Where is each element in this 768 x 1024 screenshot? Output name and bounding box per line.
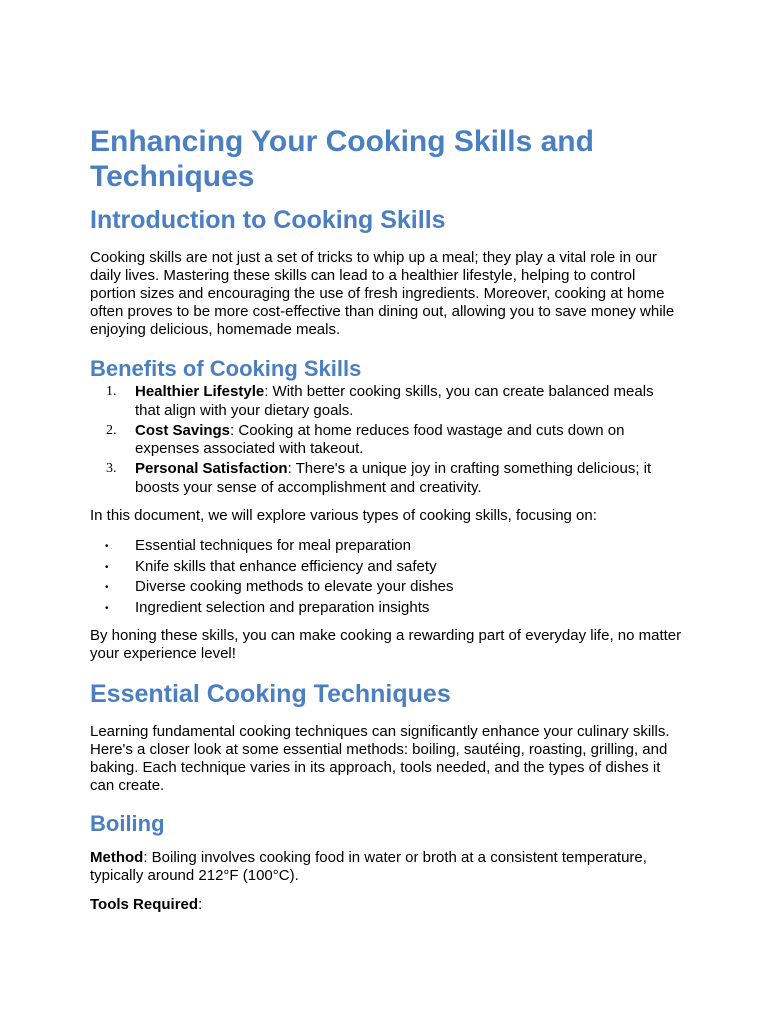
benefit-term: Healthier Lifestyle (135, 383, 265, 400)
list-number: 3. (106, 461, 117, 476)
tools-text: : (198, 895, 203, 913)
bullet-icon: • (105, 561, 109, 573)
benefit-text: : Cooking at home reduces food wastage and cuts down on expenses associated with takeout. (135, 421, 625, 457)
section-heading-benefits: Benefits of Cooking Skills (90, 356, 362, 381)
document-page (90, 124, 682, 914)
list-item (90, 599, 682, 617)
bullet-text: Diverse cooking methods to elevate your dishes (135, 578, 454, 595)
benefit-text: : With better cooking skills, you can create balanced meals that align with your dietary goals. (135, 383, 654, 419)
bullet-icon: • (105, 602, 109, 614)
benefit-term: Cost Savings (135, 421, 231, 439)
list-item (90, 578, 682, 596)
list-item (90, 537, 682, 555)
boiling-method-paragraph (90, 849, 682, 885)
method-text: : Boiling involves cooking food in water or broth at a consistent temperature, typically around 212°F (100°C). (90, 848, 647, 884)
list-number: 2. (106, 422, 117, 438)
bullet-text: Essential techniques for meal preparation (135, 537, 411, 554)
bullet-icon: • (105, 582, 109, 593)
benefit-text: : There's a unique joy in crafting something delicious; it boosts your sense of accomplishment and creativity. (135, 460, 652, 496)
bullet-icon: • (105, 541, 109, 552)
intro-paragraph: Cooking skills are not just a set of tricks to whip up a meal; they play a vital role in our daily lives. Mastering these skills can lead to a healthier lifestyle, helping to control portion sizes and encouraging the use of fresh ingredients. Moreover, cooking at home often proves to be more cost-effective than dining out, allowing you to save money while enjoying delicious, homemade meals. (90, 249, 675, 338)
section-heading-introduction: Introduction to Cooking Skills (90, 206, 446, 234)
lead-in-paragraph: In this document, we will explore various types of cooking skills, focusing on: (90, 507, 597, 524)
boiling-tools-paragraph (90, 896, 682, 914)
list-item (90, 460, 682, 497)
tools-label: Tools Required (90, 895, 199, 913)
bullet-text: Ingredient selection and preparation insights (135, 598, 430, 616)
list-item (90, 422, 682, 459)
section-heading-boiling: Boiling (90, 810, 165, 836)
focus-bullet-list (90, 537, 682, 617)
list-item (90, 383, 682, 420)
closing-paragraph: By honing these skills, you can make cooking a rewarding part of everyday life, no matter your experience level! (90, 626, 682, 662)
list-number: 1. (106, 384, 117, 399)
method-label: Method (90, 848, 144, 866)
list-item (90, 558, 682, 576)
bullet-text: Knife skills that enhance efficiency and safety (135, 557, 437, 575)
document-title: Enhancing Your Cooking Skills and Techniques (90, 125, 594, 193)
benefit-term: Personal Satisfaction (135, 460, 288, 477)
benefits-list (90, 383, 682, 497)
section-heading-essential-techniques: Essential Cooking Techniques (90, 679, 451, 708)
essential-paragraph: Learning fundamental cooking techniques can significantly enhance your culinary skills. Here's a closer look at some essential methods: boiling, sautéing, roasting, grilling, and baking. Each technique varies in its approach, tools needed, and the types of dishes it can create. (90, 722, 670, 794)
